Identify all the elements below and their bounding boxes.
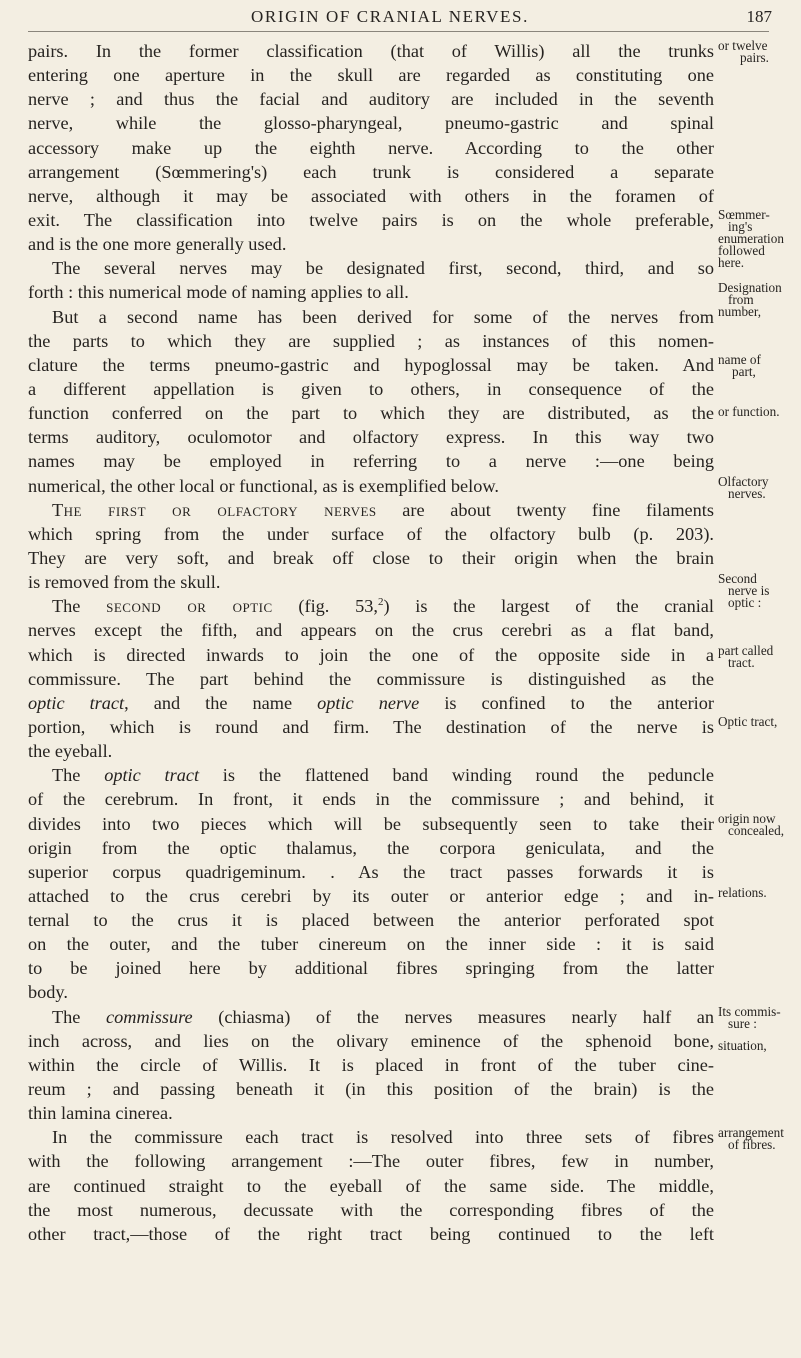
text-line: the most numerous, decussate with the corresponding fibres of the xyxy=(28,1199,714,1220)
text-line: to be joined here by additional fibres springing from the latter xyxy=(28,958,714,979)
body-text xyxy=(28,39,714,1246)
text-line: function conferred on the part to which they are distributed, as the xyxy=(28,403,714,424)
text-line: The second or optic (fig. 53,$^2$) is the largest of the cranial xyxy=(52,596,714,617)
text-line: within the circle of Willis. It is placed in front of the tuber cine- xyxy=(28,1054,714,1075)
margin-note: or twelve pairs. xyxy=(718,38,769,65)
text-line: nerve ; and thus the facial and auditory are included in the seventh xyxy=(28,89,714,110)
header-rule xyxy=(28,31,769,32)
text-line: is removed from the skull. xyxy=(28,572,221,593)
text-line: The several nerves may be designated first, second, third, and so xyxy=(52,258,714,279)
text-line: other tract,—those of the right tract being continued to the left xyxy=(28,1223,714,1244)
margin-note: part called tract. xyxy=(718,643,774,670)
text-line: clature the terms pneumo-gastric and hypoglossal may be taken. And xyxy=(28,354,714,375)
margin-note: Its commis- sure : xyxy=(718,1004,781,1031)
text-line: entering one aperture in the skull are regarded as constituting one xyxy=(28,65,714,86)
section-lead: second or optic xyxy=(106,596,273,617)
text-line: exit. The classification into twelve pairs is on the whole preferable, xyxy=(28,209,714,230)
running-title: ORIGIN OF CRANIAL NERVES. xyxy=(251,7,529,26)
text-line: on the outer, and the tuber cinereum on the inner side : it is said xyxy=(28,934,714,955)
margin-note: arrangement of fibres. xyxy=(718,1125,784,1152)
text-line: In the commissure each tract is resolved into three sets of fibres xyxy=(52,1127,714,1148)
text-line: divides into two pieces which will be subsequently seen to take their xyxy=(28,813,714,834)
margin-note: Olfactory nerves. xyxy=(718,474,769,501)
section-lead: optic tract xyxy=(104,765,200,786)
text-line: origin from the optic thalamus, the corpora geniculata, and the xyxy=(28,837,714,858)
margin-note: Designation from number, xyxy=(718,280,782,319)
text-line: But a second name has been derived for some of the nerves from xyxy=(52,306,714,327)
margin-note: or function. xyxy=(718,404,780,419)
text-line: They are very soft, and break off close to their origin when the brain xyxy=(28,547,714,568)
margin-note: origin now concealed, xyxy=(718,811,785,838)
text-line: which spring from the under surface of the olfactory bulb (p. 203). xyxy=(28,523,714,544)
text-line: The optic tract is the flattened band winding round the peduncle xyxy=(52,765,714,786)
text-line: nerve, while the glosso-pharyngeal, pneumo-gastric and spinal xyxy=(28,113,714,134)
text-line: the eyeball. xyxy=(28,741,113,762)
margin-note: relations. xyxy=(718,885,767,900)
text-line: inch across, and lies on the olivary eminence of the sphenoid bone, xyxy=(28,1030,714,1051)
page-header xyxy=(8,5,772,31)
text-line: the parts to which they are supplied ; as instances of this nomen- xyxy=(28,330,714,351)
text-line: ternal to the crus it is placed between the anterior perforated spot xyxy=(28,910,714,931)
text-line: commissure. The part behind the commissure is distinguished as the xyxy=(28,668,714,689)
text-line: accessory make up the eighth nerve. According to the other xyxy=(28,137,714,158)
margin-note: name of part, xyxy=(718,352,761,379)
margin-note: situation, xyxy=(718,1038,767,1053)
text-line: a different appellation is given to others, in consequence of the xyxy=(28,378,714,399)
text-line: pairs. In the former classification (that of Willis) all the trunks xyxy=(28,41,714,61)
margin-note: Sœmmer- ing's enumeration followed here. xyxy=(718,207,784,270)
text-line: which is directed inwards to join the one of the opposite side in a xyxy=(28,644,714,665)
page-number: 187 xyxy=(746,7,772,26)
text-line: are continued straight to the eyeball of the same side. The middle, xyxy=(28,1175,714,1196)
text-line: names may be employed in referring to a nerve :—one being xyxy=(28,451,714,472)
text-line: terms auditory, oculomotor and olfactory express. In this way two xyxy=(28,427,714,448)
margin-note: Second nerve is optic : xyxy=(718,571,770,610)
section-lead: commissure xyxy=(106,1006,193,1027)
text-line: portion, which is round and firm. The destination of the nerve is xyxy=(28,716,714,737)
text-line: reum ; and passing beneath it (in this position of the brain) is the xyxy=(28,1079,714,1100)
text-line: numerical, the other local or functional, as is exemplified below. xyxy=(28,475,499,496)
text-line: The first or olfactory nerves are about twenty fine filaments xyxy=(52,499,714,520)
text-line: nerves except the fifth, and appears on the crus cerebri as a flat band, xyxy=(28,620,714,641)
text-line: thin lamina cinerea. xyxy=(28,1103,173,1124)
text-line: with the following arrangement :—The outer fibres, few in number, xyxy=(28,1151,714,1172)
text-line: superior corpus quadrigeminum. . As the tract passes forwards it is xyxy=(28,861,714,882)
text-line: nerve, although it may be associated with others in the foramen of xyxy=(28,185,714,206)
text-line: arrangement (Sœmmering's) each trunk is considered a separate xyxy=(28,161,714,182)
text-line: attached to the crus cerebri by its outer or anterior edge ; and in- xyxy=(28,885,714,906)
figure-superscript: 2 xyxy=(377,596,384,609)
text-line: and is the one more generally used. xyxy=(28,234,287,255)
text-line: forth : this numerical mode of naming applies to all. xyxy=(28,282,409,303)
text-line: optic tract, and the name optic nerve is confined to the anterior xyxy=(28,692,714,713)
margin-note: Optic tract, xyxy=(718,714,778,729)
section-lead: The first or olfactory nerves xyxy=(52,499,377,520)
text-line: of the cerebrum. In front, it ends in the commissure ; and behind, it xyxy=(28,789,714,810)
text-line: The commissure (chiasma) of the nerves measures nearly half an xyxy=(52,1006,714,1027)
text-line: body. xyxy=(28,982,68,1003)
